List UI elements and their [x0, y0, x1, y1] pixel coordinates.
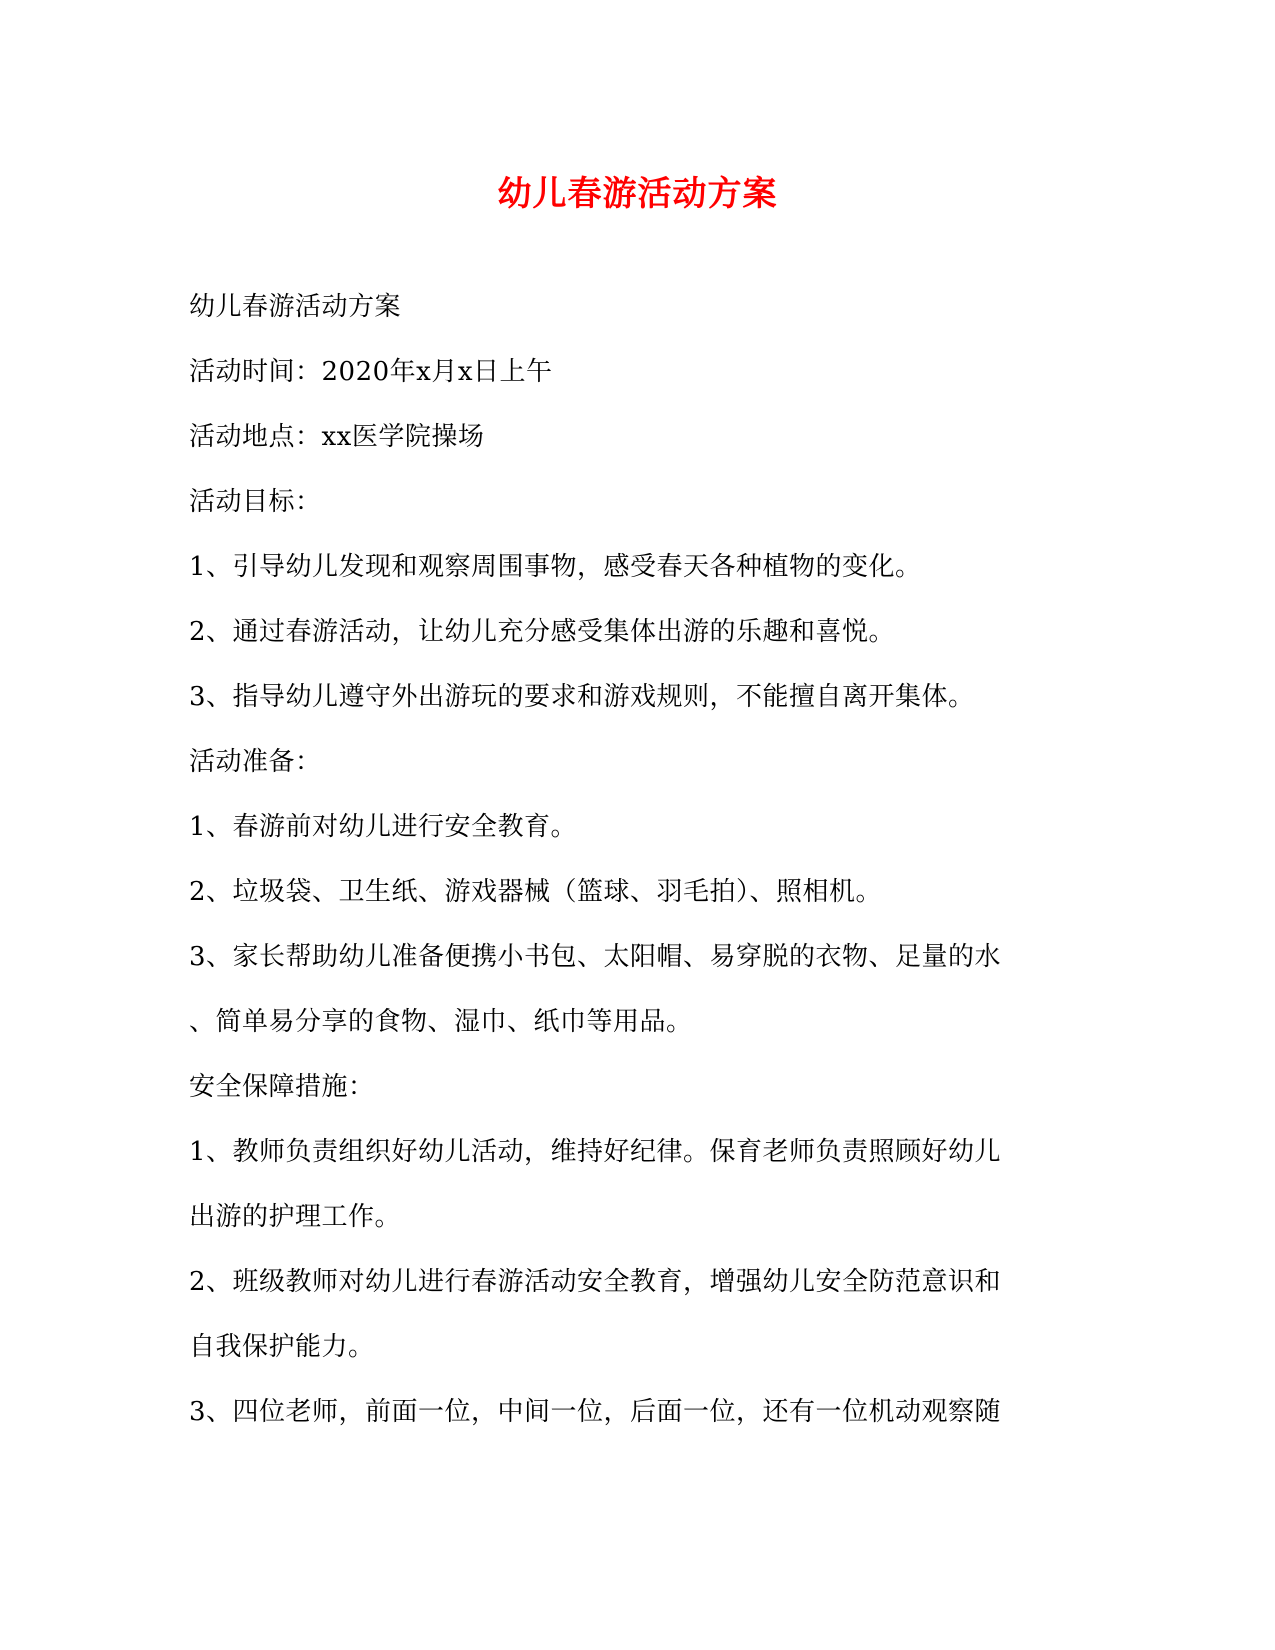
- preparation-item-2: 2、垃圾袋、卫生纸、游戏器械（篮球、羽毛拍）、照相机。: [189, 877, 883, 907]
- preparation-item-1: 1、春游前对幼儿进行安全教育。: [189, 812, 578, 842]
- safety-item-1: 1、教师负责组织好幼儿活动，维持好纪律。保育老师负责照顾好幼儿: [189, 1137, 1002, 1167]
- goal-item-2: 2、通过春游活动，让幼儿充分感受集体出游的乐趣和喜悦。: [189, 617, 896, 647]
- safety-item-2: 2、班级教师对幼儿进行春游活动安全教育，增强幼儿安全防范意识和: [189, 1267, 1002, 1297]
- heading-activity-goals: 活动目标：: [189, 487, 322, 517]
- preparation-item-3: 3、家长帮助幼儿准备便携小书包、太阳帽、易穿脱的衣物、足量的水: [189, 942, 1002, 972]
- goal-item-3: 3、指导幼儿遵守外出游玩的要求和游戏规则，不能擅自离开集体。: [189, 682, 975, 712]
- safety-item-3: 3、四位老师，前面一位，中间一位，后面一位，还有一位机动观察随: [189, 1397, 1002, 1427]
- paragraph-activity-location: 活动地点：xx医学院操场: [189, 422, 485, 452]
- goal-item-1: 1、引导幼儿发现和观察周围事物，感受春天各种植物的变化。: [189, 552, 922, 582]
- safety-item-2-continued: 自我保护能力。: [189, 1332, 375, 1362]
- paragraph-activity-time: 活动时间：2020年x月x日上午: [189, 357, 553, 387]
- safety-item-1-continued: 出游的护理工作。: [189, 1202, 402, 1232]
- heading-safety-measures: 安全保障措施：: [189, 1072, 375, 1102]
- paragraph-subtitle: 幼儿春游活动方案: [189, 292, 402, 322]
- heading-activity-preparation: 活动准备：: [189, 747, 322, 777]
- preparation-item-3-continued: 、简单易分享的食物、湿巾、纸巾等用品。: [189, 1007, 693, 1037]
- document-body: [189, 290, 1089, 1460]
- document-title: 幼儿春游活动方案: [497, 174, 778, 214]
